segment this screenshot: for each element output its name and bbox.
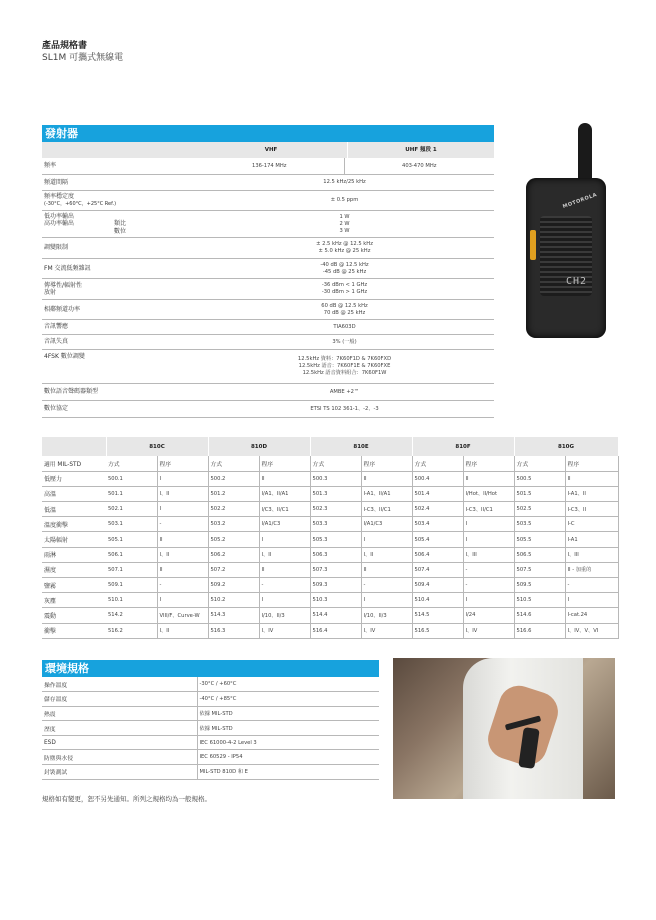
method-cell: 516.4 [310,623,361,638]
procedure-cell: - [463,562,514,577]
method-cell: 507.3 [310,562,361,577]
procedure-cell: I [361,532,412,547]
procedure-cell: II [259,562,310,577]
procedure-cell: I/A1/C3 [361,517,412,532]
procedure-cell: I、III [463,547,514,562]
method-cell: 516.3 [208,623,259,638]
table-row [42,547,618,562]
row-value: TIA603D [333,323,356,330]
table-row [42,191,494,211]
table-row [42,623,618,638]
table-row [42,175,494,191]
procedure-cell: I、IV [463,623,514,638]
row-label-line: 頻率穩定度 [44,193,75,200]
table-row [42,578,618,593]
row-value: ± 0.5 ppm [330,197,359,203]
procedure-header: 程序 [259,456,310,471]
row-value: 12.5 kHz/25 kHz [323,179,366,185]
table-row [42,279,494,300]
procedure-cell: I、IV [361,623,412,638]
side-key [530,230,536,260]
procedure-cell: I/A1、II/A1 [259,486,310,501]
method-cell: 503.4 [412,517,463,532]
row-label: 頻率 [44,162,57,170]
row-value: 12.5kHz 語音資料組合：7K60F1W [302,370,387,376]
row-label-line: 高功率輸出 [44,220,75,228]
row-value: 2 W [339,220,350,227]
method-cell: 516.5 [412,623,463,638]
row-label-line: 數位 [114,227,127,235]
procedure-cell: - [157,517,208,532]
row-label: 防塵與水侵 [42,750,197,765]
milstd-corner [42,437,106,456]
row-value: AMBE +2™ [329,388,360,395]
procedure-cell: II [259,471,310,486]
table-row [42,593,618,608]
method-cell: 506.4 [412,547,463,562]
table-row [42,238,494,259]
usage-photo [393,658,615,799]
standard-header: 810D [208,437,310,456]
procedure-cell: I、II [361,547,412,562]
row-label [42,211,195,237]
row-label: 衝擊 [42,623,106,638]
row-value: -45 dB @ 25 kHz [322,268,367,275]
method-cell: 503.3 [310,517,361,532]
procedure-cell: I-A1、II/A1 [361,486,412,501]
procedure-cell: - [463,578,514,593]
procedure-cell: I-cat.24 [565,608,618,623]
method-cell: 501.2 [208,486,259,501]
procedure-cell: I、II [259,547,310,562]
method-cell: 510.2 [208,593,259,608]
method-cell: 502.1 [106,502,157,517]
table-row [42,502,618,517]
method-cell: 507.5 [514,562,565,577]
document-header [42,41,123,64]
antenna [578,123,592,183]
row-label-line: 低功率輸出 [44,212,75,220]
row-value: IEC 61000-4-2 Level 3 [197,735,379,750]
table-row [42,562,618,577]
transmitter-table-header [42,142,494,158]
method-header: 方式 [310,456,361,471]
row-value: 依據 MIL-STD [197,706,379,721]
row-label: 音訊失真 [44,338,69,346]
row-label-line: 放射 [44,289,57,296]
row-value: -30 dBm > 1 GHz [321,289,368,295]
document-title: 產品規格書 [42,41,88,51]
row-label: 相鄰頻道功率 [44,305,81,313]
method-cell: 514.6 [514,608,565,623]
table-row [42,735,379,750]
method-cell: 502.4 [412,502,463,517]
procedure-cell: I、IV、V、VI [565,623,618,638]
procedure-cell: I、II [157,623,208,638]
row-label: 溫度衝擊 [42,517,106,532]
row-value: -40 dB @ 12.5 kHz [320,261,369,268]
method-cell: 506.3 [310,547,361,562]
method-cell: 507.2 [208,562,259,577]
procedure-cell: I [463,517,514,532]
table-row [42,677,379,692]
row-label: 適用 MIL-STD [42,456,106,471]
row-value: 12.5kHz 語音：7K60F1E & 7K60FXE [298,363,391,369]
document-subtitle: SL1M 可攜式無線電 [42,53,124,63]
method-cell: 502.3 [310,502,361,517]
vhf-frequency: 136-174 MHz [195,158,345,174]
row-label: 4FSK 數位調變 [44,353,85,360]
procedure-cell: - [565,578,618,593]
footnote: 規格如有變更，恕不另先通知。所列之規格均為一般規格。 [42,795,211,803]
row-value: 70 dB @ 25 kHz [323,309,366,316]
table-row [42,517,618,532]
row-label: 高溫 [42,486,106,501]
row-label: 頻道間隔 [44,178,69,186]
table-row [42,401,494,418]
row-label: 太陽輻射 [42,532,106,547]
procedure-cell: II [361,471,412,486]
row-label: 灰塵 [42,593,106,608]
procedure-header: 程序 [361,456,412,471]
method-header: 方式 [106,456,157,471]
method-cell: 510.4 [412,593,463,608]
method-cell: 510.5 [514,593,565,608]
table-row [42,259,494,279]
procedure-cell: I [259,532,310,547]
row-label: 調變限制 [44,244,69,252]
procedure-cell: I/10、II/3 [259,608,310,623]
method-cell: 503.5 [514,517,565,532]
procedure-cell: I/C3、II/C1 [259,502,310,517]
method-cell: 510.3 [310,593,361,608]
procedure-cell: I [157,502,208,517]
procedure-cell: II [157,532,208,547]
uhf-frequency: 403-470 MHz [402,162,437,169]
row-label: FM 交流低頻雜訊 [44,264,91,272]
procedure-cell: I、IV [259,623,310,638]
method-cell: 510.1 [106,593,157,608]
procedure-cell: II - 加重的 [565,562,618,577]
row-label: 濕度 [42,562,106,577]
standard-header: 810C [106,437,208,456]
row-label: 低溫 [42,502,106,517]
standard-header: 810F [412,437,514,456]
row-label-line: 類比 [114,220,127,228]
row-label: 熱震 [42,706,197,721]
procedure-cell: - [361,578,412,593]
method-cell: 501.1 [106,486,157,501]
vhf-column-header: VHF [195,142,348,158]
procedure-cell: I [157,471,208,486]
table-row [42,350,494,384]
transmitter-section-title: 發射器 [42,125,494,142]
milstd-header-row [42,437,618,456]
method-cell: 516.2 [106,623,157,638]
row-value: -40°C / +85°C [197,692,379,707]
row-value: -30°C / +60°C [197,677,379,692]
method-header: 方式 [412,456,463,471]
row-label [42,191,195,210]
procedure-header: 程序 [463,456,514,471]
procedure-cell: I/24 [463,608,514,623]
row-value: 60 dB @ 12.5 kHz [321,302,368,309]
procedure-cell: I [463,593,514,608]
procedure-cell: I [361,593,412,608]
method-cell: 514.4 [310,608,361,623]
row-label-line: 傳導性/輻射性 [44,281,83,289]
procedure-cell: I-C3、II [565,502,618,517]
standard-header: 810E [310,437,412,456]
method-cell: 505.2 [208,532,259,547]
method-cell: 506.2 [208,547,259,562]
table-row [42,608,618,623]
row-value: ± 2.5 kHz @ 12.5 kHz [316,241,373,247]
table-row [42,300,494,320]
procedure-cell: I-C3、II/C1 [463,502,514,517]
procedure-cell: I、II [157,486,208,501]
procedure-cell: I-A1、II [565,486,618,501]
method-cell: 500.2 [208,471,259,486]
procedure-cell: I/A1/C3 [259,517,310,532]
procedure-cell: I/Hot、II/Hot [463,486,514,501]
table-row [42,750,379,765]
table-row [42,384,494,401]
method-cell: 514.2 [106,608,157,623]
row-value: IEC 60529 - IP54 [197,750,379,765]
method-cell: 509.4 [412,578,463,593]
procedure-cell: II [565,471,618,486]
procedure-cell: VIII/F、Curve-W [157,608,208,623]
method-cell: 516.6 [514,623,565,638]
procedure-cell: - [259,578,310,593]
method-cell: 501.5 [514,486,565,501]
procedure-cell: II [463,471,514,486]
method-cell: 502.2 [208,502,259,517]
method-header: 方式 [514,456,565,471]
method-cell: 503.2 [208,517,259,532]
row-value: ± 5.0 kHz @ 25 kHz [318,248,371,254]
row-label [42,279,195,299]
table-row [42,158,494,175]
procedure-cell: I [259,593,310,608]
row-label: 震動 [42,608,106,623]
method-cell: 509.5 [514,578,565,593]
procedure-cell: II [361,562,412,577]
row-value: 3% (一般) [332,338,357,345]
row-value: 12.5kHz 資料：7K60F1D & 7K60FXD [297,356,392,362]
procedure-cell: I、III [565,547,618,562]
method-header: 方式 [208,456,259,471]
radio-product-image [518,118,618,338]
method-cell: 500.5 [514,471,565,486]
table-row [42,320,494,335]
method-cell: 500.3 [310,471,361,486]
row-label: 操作溫度 [42,677,197,692]
procedure-cell: I [565,593,618,608]
procedure-cell: I [463,532,514,547]
procedure-cell: II [157,562,208,577]
row-label: 儲存溫度 [42,692,197,707]
table-row [42,532,618,547]
brand-logo: MOTOROLA [562,192,598,210]
method-cell: 501.3 [310,486,361,501]
method-cell: 509.1 [106,578,157,593]
method-cell: 507.4 [412,562,463,577]
row-label: 數位語音聲碼器類型 [44,388,99,396]
radio-body [526,178,606,338]
channel-display: CH2 [566,276,588,287]
procedure-cell: I/10、II/3 [361,608,412,623]
method-cell: 500.1 [106,471,157,486]
environment-section-title: 環境規格 [42,660,379,677]
milstd-subheader-row [42,456,618,471]
row-value: 3 W [339,227,350,234]
procedure-cell: - [157,578,208,593]
procedure-cell: I-C3、II/C1 [361,502,412,517]
row-label: ESD [42,735,197,750]
table-row [42,335,494,350]
method-cell: 500.4 [412,471,463,486]
row-label: 低壓力 [42,471,106,486]
environment-table [42,677,379,780]
method-cell: 505.1 [106,532,157,547]
method-cell: 503.1 [106,517,157,532]
method-cell: 505.4 [412,532,463,547]
procedure-cell: I [157,593,208,608]
method-cell: 507.1 [106,562,157,577]
table-row [42,721,379,736]
table-row [42,211,494,238]
row-label: 雨淋 [42,547,106,562]
row-label: 鹽霧 [42,578,106,593]
method-cell: 505.3 [310,532,361,547]
row-value: -36 dBm < 1 GHz [321,282,368,288]
table-row [42,692,379,707]
method-cell: 502.5 [514,502,565,517]
method-cell: 509.2 [208,578,259,593]
table-row [42,765,379,780]
milstd-table [42,437,619,639]
row-value: 1 W [339,213,350,220]
row-label-line: (-30°C，+60°C，+25°C Ref.) [44,200,117,207]
transmitter-table [42,142,494,418]
row-value: MIL-STD 810D 和 E [197,765,379,780]
method-cell: 506.1 [106,547,157,562]
row-label: 數位協定 [44,405,69,413]
procedure-cell: I、II [157,547,208,562]
table-row [42,471,618,486]
table-row [42,706,379,721]
row-label: 溼度 [42,721,197,736]
method-cell: 509.3 [310,578,361,593]
method-cell: 501.4 [412,486,463,501]
row-label: 音訊響應 [44,323,69,331]
row-value: ETSI TS 102 361-1、-2、-3 [310,405,379,412]
method-cell: 505.5 [514,532,565,547]
row-value: 依據 MIL-STD [197,721,379,736]
procedure-header: 程序 [157,456,208,471]
procedure-cell: I-C [565,517,618,532]
method-cell: 506.5 [514,547,565,562]
row-label: 封裝測試 [42,765,197,780]
procedure-cell: I-A1 [565,532,618,547]
uhf-column-header: UHF 頻段 1 [405,147,437,153]
method-cell: 514.3 [208,608,259,623]
standard-header: 810G [514,437,618,456]
table-row [42,486,618,501]
procedure-header: 程序 [565,456,618,471]
method-cell: 514.5 [412,608,463,623]
